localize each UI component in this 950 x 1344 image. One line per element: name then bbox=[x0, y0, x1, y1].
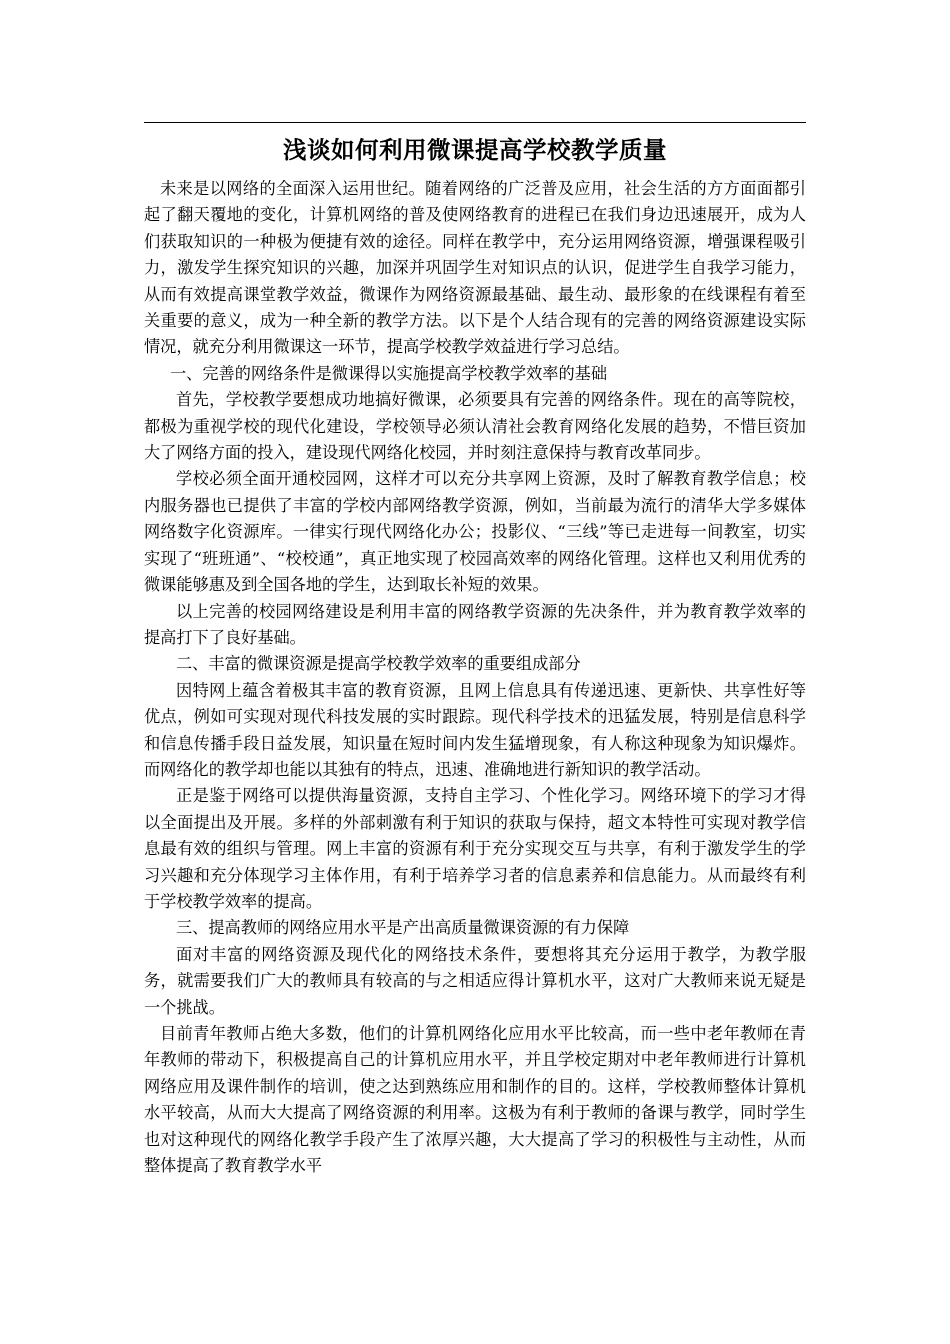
document-title: 浅谈如何利用微课提高学校教学质量 bbox=[283, 136, 667, 164]
document-body bbox=[144, 176, 806, 1179]
header-rule bbox=[144, 122, 806, 123]
paragraph: 面对丰富的网络资源及现代化的网络技术条件，要想将其充分运用于教学，为教学服务，就需要我们广大的教师具有较高的与之相适应得计算机水平，这对广大教师来说无疑是一个挑战。 bbox=[144, 944, 806, 1017]
paragraph: 首先，学校教学要想成功地搞好微课，必须要具有完善的网络条件。现在的高等院校，都极为重视学校的现代化建设，学校领导必须认清社会教育网络化发展的趋势，不惜巨资加大了网络方面的投入，建设现代网络化校园，并时刻注意保持与教育改革同步。 bbox=[144, 390, 806, 463]
paragraph: 以上完善的校园网络建设是利用丰富的网络教学资源的先决条件，并为教育教学效率的提高打下了良好基础。 bbox=[144, 601, 806, 647]
paragraph: 因特网上蕴含着极其丰富的教育资源，且网上信息具有传递迅速、更新快、共享性好等优点，例如可实现对现代科技发展的实时跟踪。现代科学技术的迅猛发展，特别是信息科学和信息传播手段日益发展，知识量在短时间内发生猛增现象，有人称这种现象为知识爆炸。而网络化的教学却也能以其独有的特点，迅速、准确地进行新知识的教学活动。 bbox=[144, 680, 806, 779]
paragraph: 学校必须全面开通校园网，这样才可以充分共享网上资源，及时了解教育教学信息；校内服务器也已提供了丰富的学校内部网络教学资源，例如，当前最为流行的清华大学多媒体网络数字化资源库。一律实行现代网络化办公；投影仪、“三线”等已走进每一间教室，切实实现了“班班通”、“校校通”，真正地实现了校园高效率的网络化管理。这样也又利用优秀的微课能够惠及到全国各地的学生，达到取长补短的效果。 bbox=[144, 469, 806, 595]
paragraph: 目前青年教师占绝大多数，他们的计算机网络化应用水平比较高，而一些中老年教师在青年教师的带动下，积极提高自己的计算机应用水平，并且学校定期对中老年教师进行计算机网络应用及课件制作的培训，使之达到熟练应用和制作的目的。这样，学校教师整体计算机水平较高，从而大大提高了网络资源的利用率。这极为有利于教师的备课与教学，同时学生也对这种现代的网络化教学手段产生了浓厚兴趣，大大提高了学习的积极性与主动性，从而整体提高了教育教学水平 bbox=[144, 1024, 806, 1176]
section-heading-1: 一、完善的网络条件是微课得以实施提高学校教学效率的基础 bbox=[170, 363, 608, 383]
paragraph-intro: 未来是以网络的全面深入运用世纪。随着网络的广泛普及应用，社会生活的方方面面都引起了翻天覆地的变化，计算机网络的普及使网络教育的进程已在我们身边迅速展开，成为人们获取知识的一种极为便捷有效的途径。同样在教学中，充分运用网络资源，增强课程吸引力，激发学生探究知识的兴趣，加深并巩固学生对知识点的认识，促进学生自我学习能力，从而有效提高课堂教学效益，微课作为网络资源最基础、最生动、最形象的在线课程有着至关重要的意义，成为一种全新的教学方法。以下是个人结合现有的完善的网络资源建设实际情况，就充分利用微课这一环节，提高学校教学效益进行学习总结。 bbox=[144, 179, 806, 357]
document-page bbox=[144, 122, 806, 1179]
section-heading-2: 二、丰富的微课资源是提高学校教学效率的重要组成部分 bbox=[176, 654, 581, 674]
section-heading-3: 三、提高教师的网络应用水平是产出高质量微课资源的有力保障 bbox=[176, 918, 630, 938]
paragraph: 正是鉴于网络可以提供海量资源，支持自主学习、个性化学习。网络环境下的学习才得以全面提出及开展。多样的外部刺激有利于知识的获取与保持，超文本特性可实现对教学信息最有效的组织与管理。网上丰富的资源有利于充分实现交互与共享，有利于激发学生的学习兴趣和充分体现学习主体作用，有利于培养学习者的信息素养和信息能力。从而最终有利于学校教学效率的提高。 bbox=[144, 786, 806, 911]
